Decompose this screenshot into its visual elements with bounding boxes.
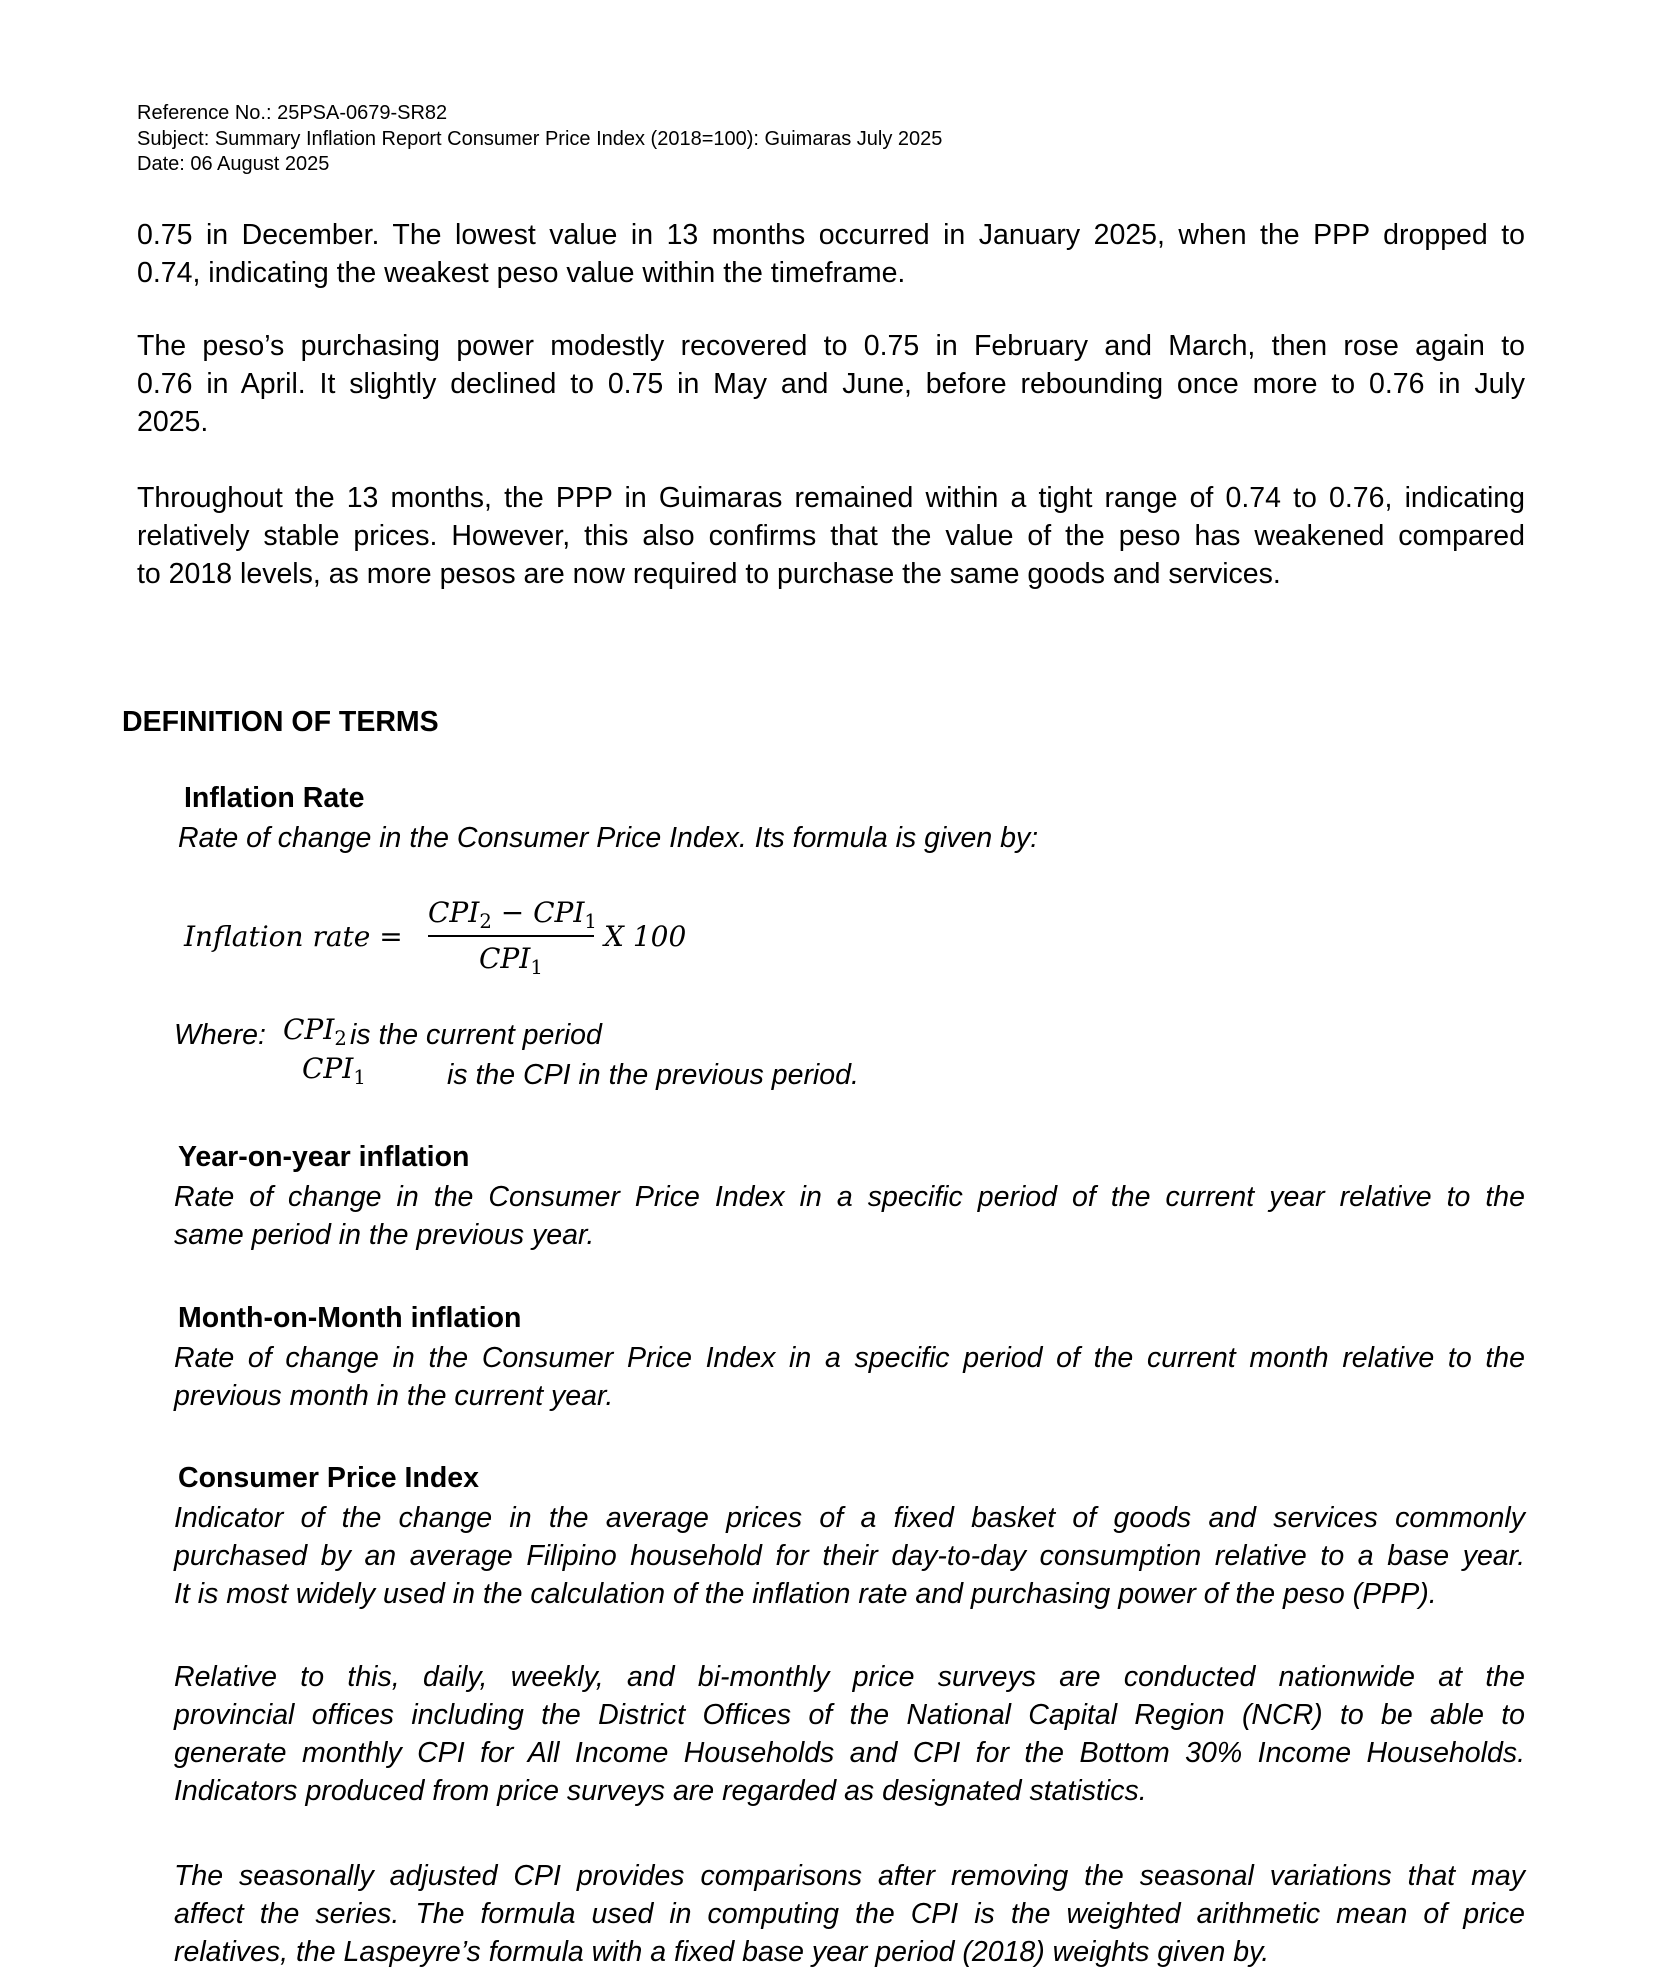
text-line: 0.74, indicating the weakest peso value within the timeframe. — [137, 257, 906, 289]
formula-times-100: X 100 — [604, 920, 687, 953]
text-line: 0.75 in December. The lowest value in 13 months occurred in January 2025, when the PPP dropped to — [137, 219, 1525, 251]
term-title-cpi: Consumer Price Index — [178, 1462, 479, 1494]
text-line: It is most widely used in the calculation of the inflation rate and purchasing power of the peso (PPP). — [174, 1578, 1437, 1610]
intro-paragraph-3 — [137, 479, 1525, 593]
text-line: purchased by an average Filipino household for their day-to-day consumption relative to a base year. — [174, 1540, 1525, 1572]
cpi-paragraph-2 — [174, 1658, 1525, 1810]
text-line: provincial offices including the District Offices of the National Capital Region (NCR) to be able to — [174, 1699, 1525, 1731]
text-line: Indicator of the change in the average prices of a fixed basket of goods and services commonly — [174, 1502, 1525, 1534]
where-label: Where: — [174, 1019, 266, 1051]
cpi1-symbol: $CPI_1$ — [302, 1052, 366, 1089]
cpi2-symbol: $CPI_2$ — [283, 1013, 347, 1050]
term-desc-mom — [174, 1339, 1525, 1415]
text-line: Throughout the 13 months, the PPP in Guimaras remained within a tight range of 0.74 to 0.76, indicating — [137, 482, 1525, 514]
text-line: 0.76 in April. It slightly declined to 0.75 in May and June, before rebounding once more to 0.76 in July — [137, 368, 1525, 400]
term-desc-yoy — [174, 1178, 1525, 1254]
formula-numerator: $CPI_2 - CPI_1$ — [428, 896, 597, 933]
text-line: Relative to this, daily, weekly, and bi-monthly price surveys are conducted nationwide at the — [174, 1661, 1525, 1693]
text-line: same period in the previous year. — [174, 1219, 595, 1251]
term-desc-cpi — [174, 1499, 1525, 1613]
formula-denominator: $CPI_1$ — [479, 942, 543, 979]
term-title-mom: Month-on-Month inflation — [178, 1302, 522, 1334]
intro-paragraph-2 — [137, 327, 1525, 441]
text-line: affect the series. The formula used in computing the CPI is the weighted arithmetic mean of price — [174, 1898, 1525, 1930]
cpi2-description: is the current period — [350, 1019, 602, 1051]
fraction-bar — [428, 935, 594, 937]
formula-lhs: Inflation rate = — [184, 920, 403, 953]
cpi1-description: is the CPI in the previous period. — [447, 1059, 859, 1091]
text-line: Indicators produced from price surveys are regarded as designated statistics. — [174, 1775, 1147, 1807]
text-line: Rate of change in the Consumer Price Index in a specific period of the current month relative to the — [174, 1342, 1525, 1374]
term-title-yoy: Year-on-year inflation — [178, 1141, 470, 1173]
report-subject: Subject: Summary Inflation Report Consumer Price Index (2018=100): Guimaras July 2025 — [137, 128, 943, 150]
reference-number: Reference No.: 25PSA-0679-SR82 — [137, 102, 448, 124]
text-line: The seasonally adjusted CPI provides comparisons after removing the seasonal variations that may — [174, 1860, 1525, 1892]
text-line: 2025. — [137, 406, 209, 438]
text-line: relatives, the Laspeyre’s formula with a fixed base year period (2018) weights given by. — [174, 1936, 1270, 1968]
report-date: Date: 06 August 2025 — [137, 153, 330, 175]
term-desc-inflation-rate: Rate of change in the Consumer Price Index. Its formula is given by: — [178, 822, 1039, 854]
text-line: previous month in the current year. — [174, 1380, 614, 1412]
cpi-paragraph-3 — [174, 1857, 1525, 1971]
term-title-inflation-rate: Inflation Rate — [184, 782, 365, 814]
text-line: generate monthly CPI for All Income Households and CPI for the Bottom 30% Income Households. — [174, 1737, 1525, 1769]
text-line: Rate of change in the Consumer Price Index in a specific period of the current year relative to the — [174, 1181, 1525, 1213]
text-line: The peso’s purchasing power modestly recovered to 0.75 in February and March, then rose again to — [137, 330, 1525, 362]
text-line: to 2018 levels, as more pesos are now required to purchase the same goods and services. — [137, 558, 1281, 590]
intro-paragraph-1 — [137, 216, 1525, 292]
text-line: relatively stable prices. However, this also confirms that the value of the peso has weakened compared — [137, 520, 1525, 552]
section-title: DEFINITION OF TERMS — [122, 706, 439, 738]
